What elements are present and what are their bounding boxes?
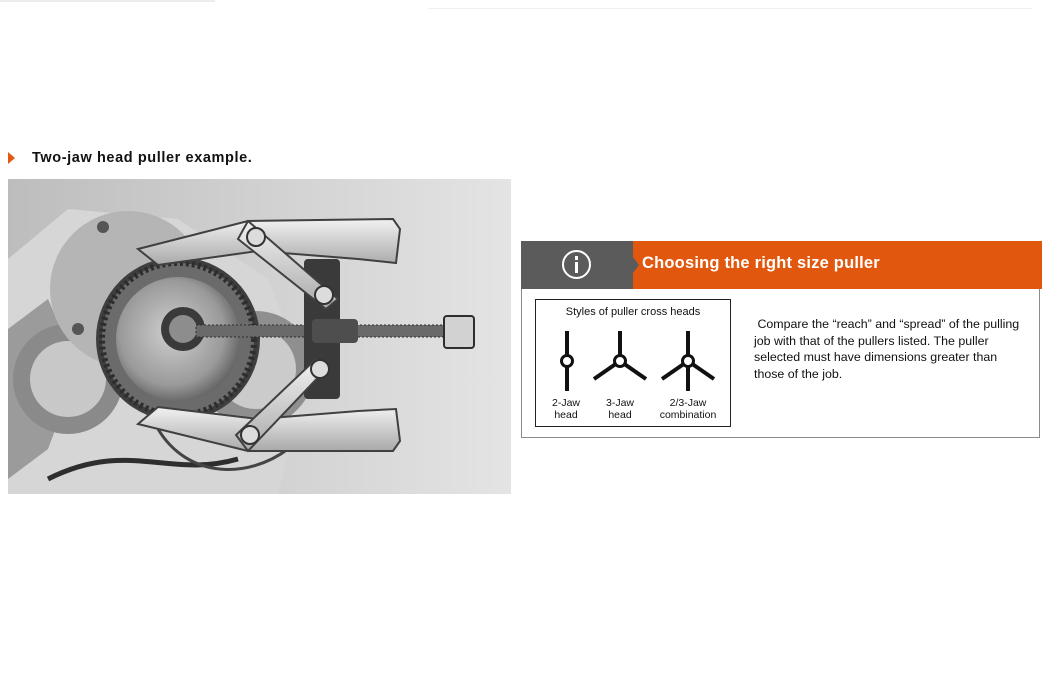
- info-body-text: Compare the “reach” and “spread” of the pulling job with that of the pullers listed. The puller selected must have dimensions greater than those of the job.: [754, 317, 1020, 381]
- caption-arrow-icon: [8, 152, 15, 164]
- header-notch: [621, 241, 639, 289]
- cross-head-styles-panel: [535, 299, 731, 427]
- styles-panel-title: Styles of puller cross heads: [565, 306, 701, 318]
- two-jaw-head-label: 2-Jaw head: [551, 397, 580, 421]
- figure-caption: [8, 148, 252, 168]
- top-divider-right: [428, 8, 1032, 9]
- two-jaw-head-icon: [537, 329, 597, 397]
- combination-head-label: 2/3-Jaw combination: [659, 397, 717, 421]
- combination-head-icon: [658, 329, 718, 397]
- info-icon-tab: [521, 241, 633, 289]
- caption-text: Two-jaw head puller example.: [32, 150, 253, 166]
- info-callout: [521, 241, 1040, 438]
- three-jaw-head-icon: [590, 329, 650, 397]
- three-jaw-head-label: 3-Jaw head: [605, 397, 634, 421]
- two-jaw-head-puller-photo: [8, 179, 511, 494]
- info-icon: [562, 250, 591, 279]
- info-title: Choosing the right size puller: [642, 254, 880, 272]
- info-header: [521, 241, 1042, 289]
- top-divider-left: [0, 0, 215, 2]
